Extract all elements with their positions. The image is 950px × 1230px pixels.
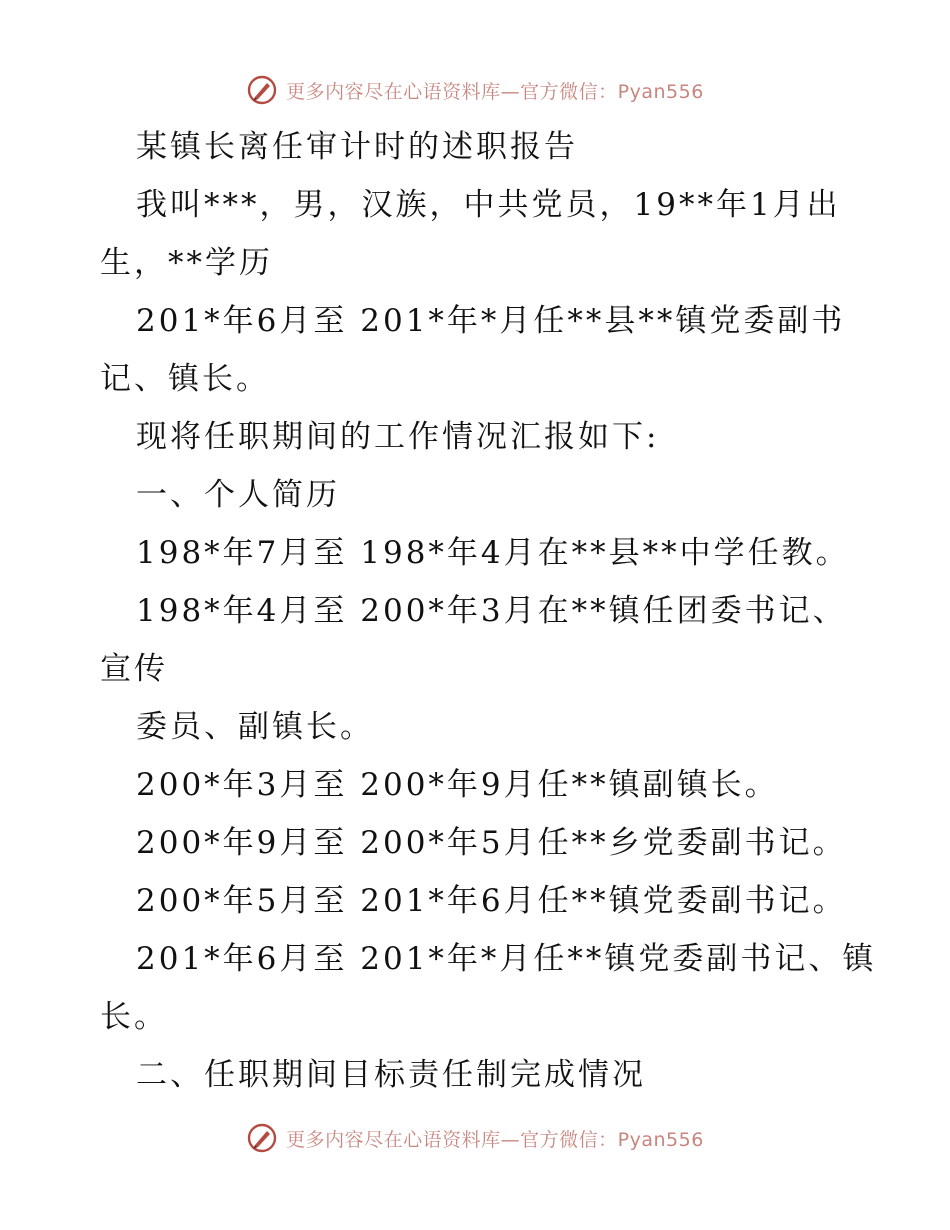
document-body [100, 118, 877, 1104]
text-line: 198*年4月至 200*年3月在**镇任团委书记、 [136, 593, 847, 629]
text-line: 委员、副镇长。 [136, 709, 374, 745]
text-line: 生，**学历 [100, 245, 273, 281]
text-line: 201*年6月至 201*年*月任**镇党委副书记、镇 [136, 941, 877, 977]
text-line: 200*年3月至 200*年9月任**镇副镇长。 [136, 767, 779, 803]
watermark-text: 更多内容尽在心语资料库—官方微信：Pyan556 [286, 1128, 704, 1151]
text-line: 200*年5月至 201*年6月任**镇党委副书记。 [136, 883, 847, 919]
watermark-text: 更多内容尽在心语资料库—官方微信：Pyan556 [286, 80, 704, 103]
pen-seal-icon [246, 1122, 278, 1154]
section-heading: 一、个人简历 [136, 477, 340, 513]
pen-seal-icon [246, 74, 278, 106]
text-line: 200*年9月至 200*年5月任**乡党委副书记。 [136, 825, 847, 861]
header-watermark [0, 70, 950, 110]
text-line: 198*年7月至 198*年4月在**县**中学任教。 [136, 535, 850, 571]
text-line: 记、镇长。 [100, 361, 270, 397]
text-line: 宣传 [100, 651, 168, 687]
text-line: 201*年6月至 201*年*月任**县**镇党委副书 [136, 303, 846, 339]
text-line: 我叫***，男，汉族，中共党员，19**年1月出 [136, 187, 841, 223]
document-title: 某镇长离任审计时的述职报告 [136, 129, 578, 165]
footer-watermark [0, 1118, 950, 1158]
text-line: 长。 [100, 999, 168, 1035]
text-line: 现将任职期间的工作情况汇报如下: [136, 419, 660, 455]
section-heading: 二、任职期间目标责任制完成情况 [136, 1057, 646, 1093]
